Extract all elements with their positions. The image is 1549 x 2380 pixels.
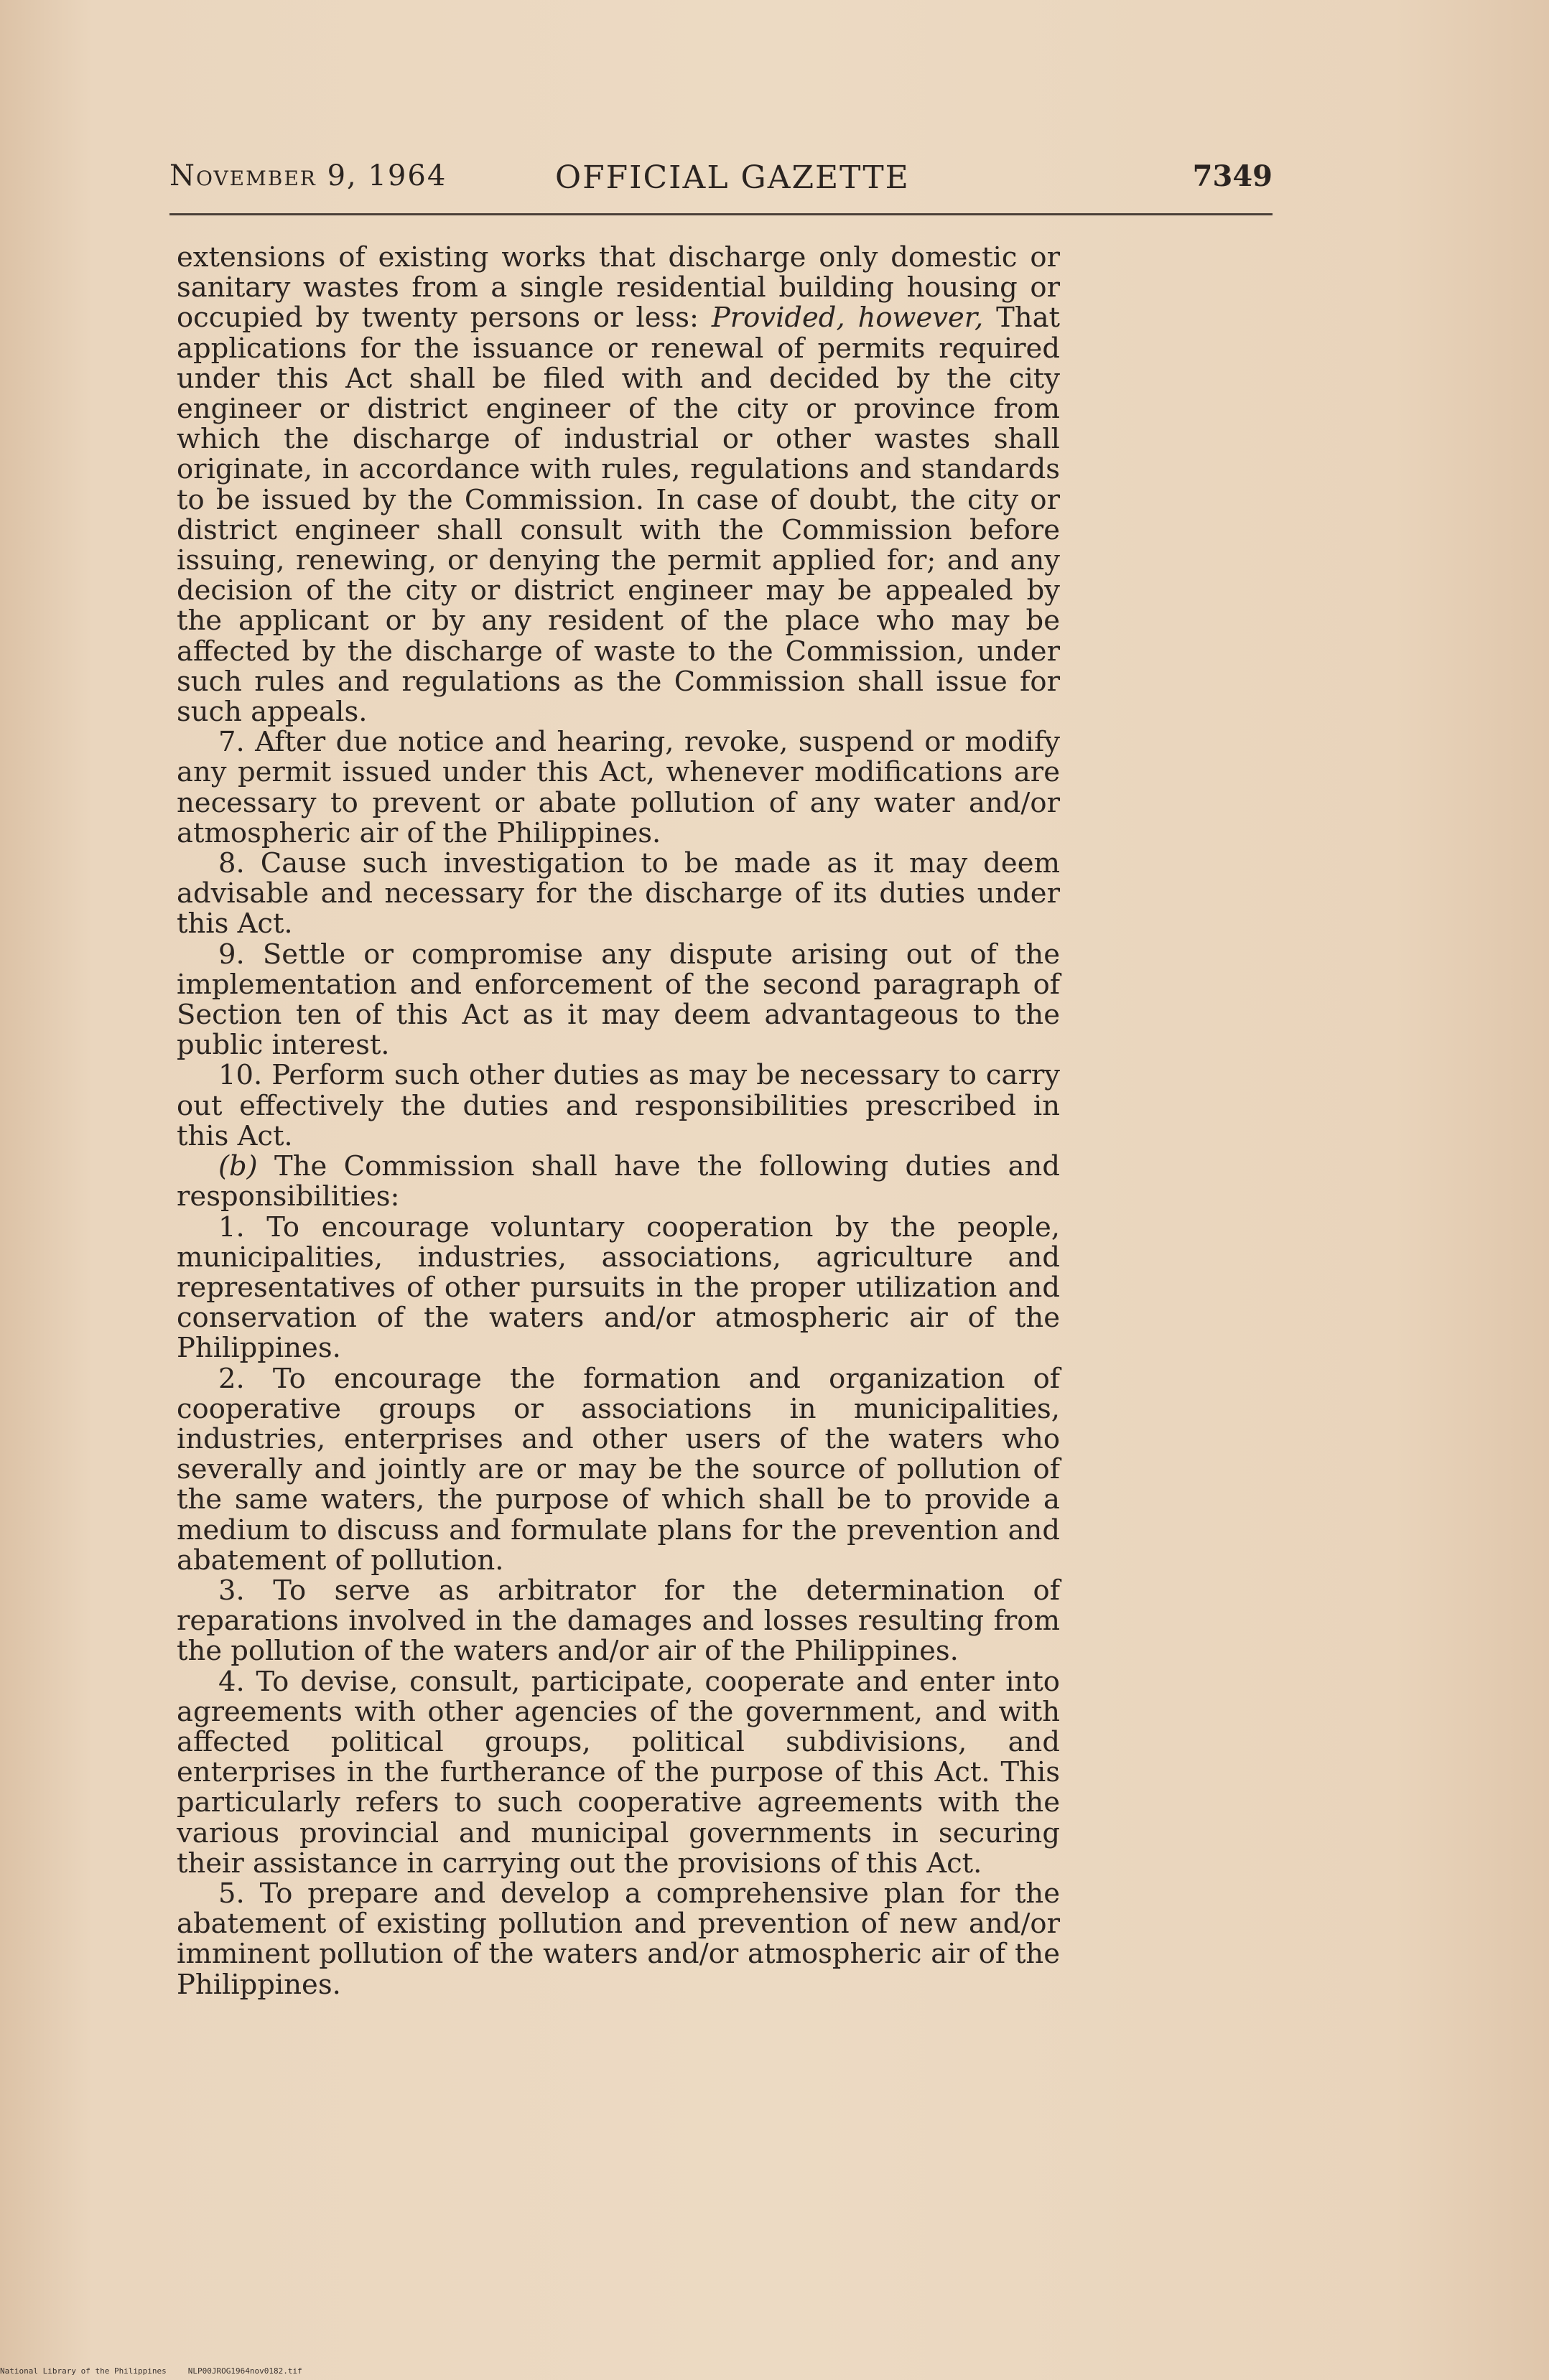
running-header xyxy=(169,159,1273,202)
header-title: OFFICIAL GAZETTE xyxy=(555,159,910,196)
paragraph-b-item-4: 4. To devise, consult, participate, cooperate and enter into agreements with other agencies of the government, and with affected political groups, political subdivisions, and enterprises in the furtherance of the purpose of this Act. This particularly refers to such cooperative agreements with the various provincial and municipal governments in securing their assistance in carrying out the provisions of this Act. xyxy=(177,1665,1060,1880)
paragraph-item-7: 7. After due notice and hearing, revoke, suspend or modify any permit issued under this Act, whenever modifications are necessary to prevent or abate pollution of any water and/or atmospheric air of the Philippines. xyxy=(177,726,1060,849)
page-number: 7349 xyxy=(1192,159,1273,193)
body-text xyxy=(177,243,1060,2000)
footer-file: NLP00JROG1964nov0182.tif xyxy=(187,2366,302,2376)
paragraph-item-8: 8. Cause such investigation to be made as it may deem advisable and necessary for the discharge of its duties under this Act. xyxy=(177,847,1060,941)
paragraph-section-b: (b) The Commission shall have the following duties and responsibilities: xyxy=(177,1150,1060,1213)
header-rule xyxy=(169,213,1273,215)
footer-library: National Library of the Philippines xyxy=(0,2366,167,2376)
paragraph-b-item-2: 2. To encourage the formation and organization of cooperative groups or associations in municipalities, industries, enterprises and other users of the waters who severally and jointly are or may be the source of pollution of the same waters, the purpose of which shall be to provide a medium to discuss and formulate plans for the prevention and abatement of pollution. xyxy=(177,1362,1060,1577)
emphasis-provided: Provided, however, xyxy=(711,302,984,335)
paragraph-b-item-5: 5. To prepare and develop a comprehensive plan for the abatement of existing pollution and prevention of new and/or imminent pollution of the waters and/or atmospheric air of the Philippines. xyxy=(177,1877,1060,2001)
paragraph-item-9: 9. Settle or compromise any dispute arising out of the implementation and enforcement of the second paragraph of Section ten of this Act as it may deem advantageous to the public interest. xyxy=(177,938,1060,1062)
header-date: November 9, 1964 xyxy=(169,159,447,192)
paragraph-item-10: 10. Perform such other duties as may be necessary to carry out effectively the duties and responsibilities prescribed in this Act. xyxy=(177,1059,1060,1152)
paragraph-b-item-1: 1. To encourage voluntary cooperation by the people, municipalities, industries, associations, agriculture and representatives of other pursuits in the proper utilization and conservation of the waters and/or atmospheric air of the Philippines. xyxy=(177,1210,1060,1365)
paragraph-b-item-3: 3. To serve as arbitrator for the determination of reparations involved in the damages and losses resulting from the pollution of the waters and/or air of the Philippines. xyxy=(177,1574,1060,1668)
scan-footer xyxy=(0,2366,324,2376)
section-b-label: (b) xyxy=(218,1150,258,1183)
paragraph-continuation: extensions of existing works that discharge only domestic or sanitary wastes from a single residential building housing or occupied by twenty persons or less: Provided, however, That applications for the issuance or renewal of permits required under this Act shall be filed with and decided by the city engineer or district engineer of the city or province from which the discharge of industrial or other wastes shall originate, in accordance with rules, regulations and standards to be issued by the Commission. In case of doubt, the city or district engineer shall consult with the Commission before issuing, renewing, or denying the permit applied for; and any decision of the city or district engineer may be appealed by the applicant or by any resident of the place who may be affected by the discharge of waste to the Commission, under such rules and regulations as the Commission shall issue for such appeals. xyxy=(177,241,1061,729)
